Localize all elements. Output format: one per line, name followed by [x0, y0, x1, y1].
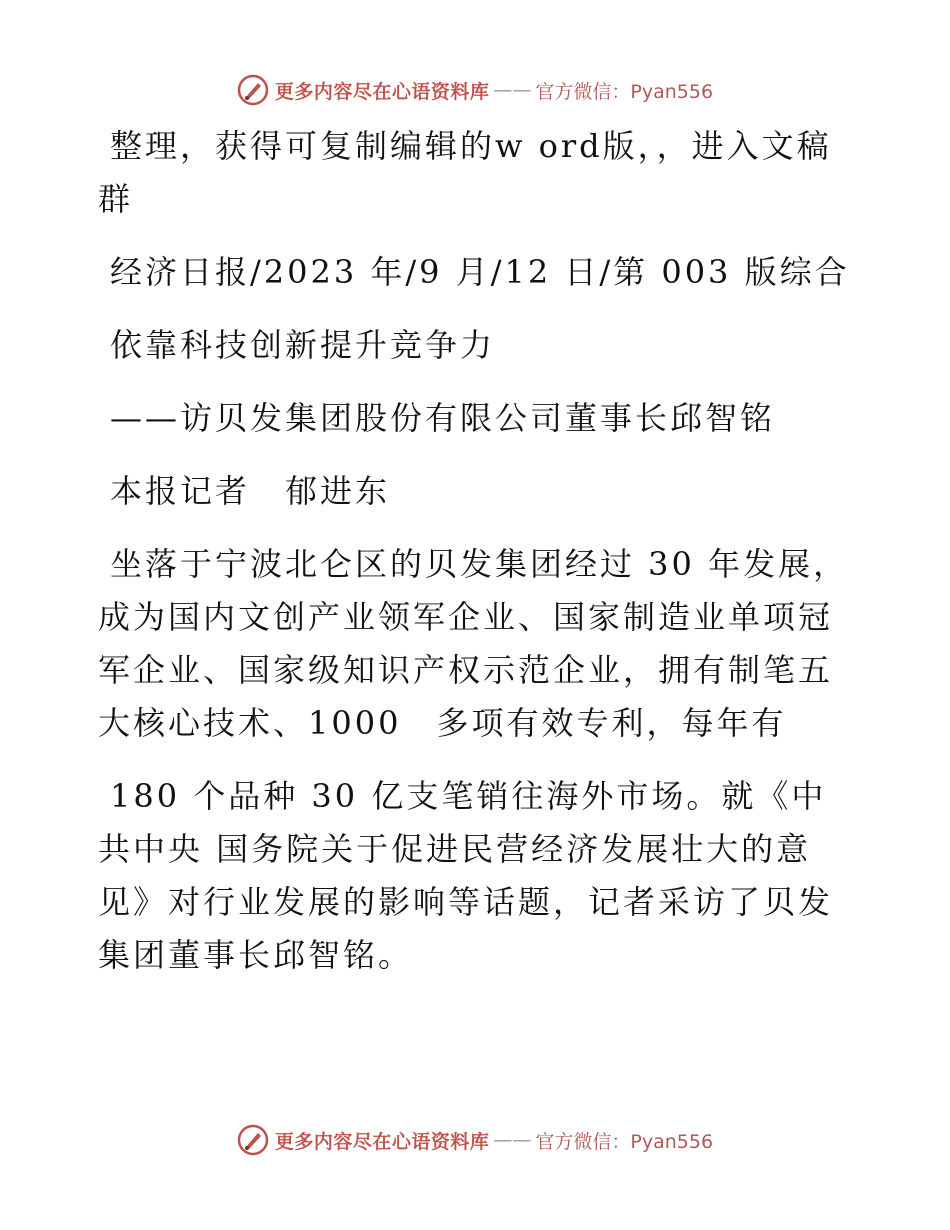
banner-separator: ——	[493, 1129, 532, 1151]
banner-separator: ——	[493, 79, 532, 101]
article-title: 依靠科技创新提升竞争力	[110, 326, 496, 364]
body-paragraph-2: 180 个品种 30 亿支笔销往海外市场。就《中共中央 国务院关于促进民营经济发展壮大的意见》对行业发展的影响等话题，记者采访了贝发集团董事长邱智铭。	[98, 777, 834, 974]
source-line: 经济日报/2023 年/9 月/12 日/第 003 版综合	[110, 253, 850, 291]
byline: 本报记者 郁进东	[110, 472, 391, 510]
intro-line: 整理，获得可复制编辑的w ord版，，进入文稿群	[98, 127, 832, 218]
header-watermark-banner	[0, 72, 950, 108]
article-subtitle: ——访贝发集团股份有限公司董事长邱智铭	[110, 399, 776, 437]
document-body	[98, 120, 858, 982]
pen-logo-icon	[237, 1124, 269, 1156]
body-paragraph-1: 坐落于宁波北仑区的贝发集团经过 30 年发展，成为国内文创产业领军企业、国家制造业单项冠军企业、国家级知识产权示范企业，拥有制笔五大核心技术、1000 多项有效专利，每年有	[98, 545, 849, 742]
banner-wechat: 官方微信：Pyan556	[535, 80, 714, 103]
footer-watermark-banner	[0, 1122, 950, 1158]
banner-text: 更多内容尽在心语资料库	[274, 80, 490, 103]
banner-text: 更多内容尽在心语资料库	[274, 1130, 490, 1153]
banner-wechat: 官方微信：Pyan556	[535, 1130, 714, 1153]
pen-logo-icon	[237, 74, 269, 106]
